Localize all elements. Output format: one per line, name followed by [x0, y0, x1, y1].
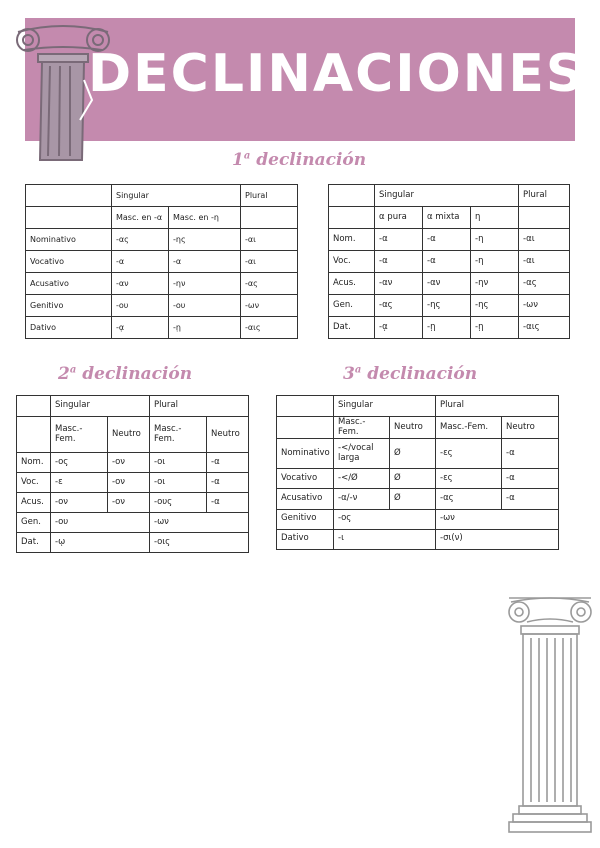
ending-cell: Ø: [390, 469, 436, 489]
ending-cell: Ø: [390, 439, 436, 469]
case-label: Dativo: [26, 317, 112, 339]
header-cell: Neutro: [390, 417, 436, 439]
header-cell: α pura: [375, 207, 423, 229]
case-label: Dativo: [277, 529, 334, 549]
ending-cell: -ας: [241, 273, 298, 295]
ending-cell: -α: [375, 229, 423, 251]
table-row: [17, 453, 249, 473]
ending-cell: -η: [471, 229, 519, 251]
ending-cell: -αις: [519, 317, 570, 339]
table-row: [26, 317, 298, 339]
table-row: [329, 295, 570, 317]
case-label: Acusativo: [277, 489, 334, 509]
ending-cell: -αι: [241, 251, 298, 273]
ending-cell: -ον: [108, 473, 150, 493]
header-cell: Singular: [112, 185, 241, 207]
ending-cell: -οις: [150, 533, 249, 553]
case-label: Nominativo: [277, 439, 334, 469]
ending-cell: -α: [502, 469, 559, 489]
ending-cell: -οι: [150, 473, 207, 493]
table-row: [26, 273, 298, 295]
table-row: [329, 317, 570, 339]
ending-cell: -ην: [169, 273, 241, 295]
table-row: [277, 489, 559, 509]
ending-cell: -ῃ: [423, 317, 471, 339]
ending-cell: -ας: [519, 273, 570, 295]
case-label: Vocativo: [26, 251, 112, 273]
table-row: [17, 473, 249, 493]
table-row: [277, 509, 559, 529]
section-title-second: 2$^a$ declinación: [58, 364, 193, 384]
ending-cell: -αι: [519, 229, 570, 251]
table-row: [26, 229, 298, 251]
case-label: Vocativo: [277, 469, 334, 489]
table-row: [17, 493, 249, 513]
case-label: Dat.: [17, 533, 51, 553]
ending-cell: -ων: [436, 509, 559, 529]
ending-cell: -ας: [436, 489, 502, 509]
ending-cell: -ην: [471, 273, 519, 295]
header-cell: Singular: [375, 185, 519, 207]
table-row: [277, 439, 559, 469]
second-declension-table: [16, 395, 249, 553]
ending-cell: -α: [112, 251, 169, 273]
ending-cell: -α/-ν: [334, 489, 390, 509]
ending-cell: -ας: [375, 295, 423, 317]
case-label: Acusativo: [26, 273, 112, 295]
ending-cell: -ε: [51, 473, 108, 493]
ending-cell: -ῳ: [51, 533, 150, 553]
ending-cell: -ων: [519, 295, 570, 317]
ending-cell: -ης: [169, 229, 241, 251]
header-cell: Plural: [519, 185, 570, 207]
table-row: [26, 295, 298, 317]
ending-cell: -ας: [112, 229, 169, 251]
header-cell: [241, 207, 298, 229]
header-cell: Plural: [150, 396, 249, 417]
ending-cell: -αν: [375, 273, 423, 295]
ending-cell: -ους: [150, 493, 207, 513]
header-cell: Plural: [436, 396, 559, 417]
header-cell: Masc.-Fem.: [334, 417, 390, 439]
header-cell: Singular: [51, 396, 150, 417]
header-cell: Masc.-Fem.: [51, 417, 108, 453]
ending-cell: -αι: [241, 229, 298, 251]
ending-cell: -α: [207, 453, 249, 473]
ending-cell: -α: [169, 251, 241, 273]
case-label: Voc.: [17, 473, 51, 493]
ending-cell: -αι: [519, 251, 570, 273]
table-row: [277, 529, 559, 549]
ending-cell: -α: [207, 473, 249, 493]
header-cell: [26, 207, 112, 229]
header-cell: α mixta: [423, 207, 471, 229]
first-declension-masc-table: [25, 184, 298, 339]
ending-cell: -ον: [108, 493, 150, 513]
ending-cell: Ø: [390, 489, 436, 509]
ending-cell: -α: [502, 439, 559, 469]
case-label: Genitivo: [277, 509, 334, 529]
case-label: Dat.: [329, 317, 375, 339]
case-label: Gen.: [17, 513, 51, 533]
ending-cell: -ου: [112, 295, 169, 317]
ending-cell: -αν: [423, 273, 471, 295]
ending-cell: -ης: [471, 295, 519, 317]
first-declension-fem-table: [328, 184, 570, 339]
ending-cell: -ος: [334, 509, 436, 529]
ending-cell: -</Ø: [334, 469, 390, 489]
ending-cell: -ᾳ: [375, 317, 423, 339]
ending-cell: -α: [423, 229, 471, 251]
header-cell: Neutro: [502, 417, 559, 439]
ending-cell: -ων: [150, 513, 249, 533]
header-cell: [277, 396, 334, 417]
ending-cell: -αις: [241, 317, 298, 339]
ending-cell: -σι(ν): [436, 529, 559, 549]
case-label: Acus.: [17, 493, 51, 513]
table-row: [329, 251, 570, 273]
ending-cell: -α: [423, 251, 471, 273]
header-cell: [519, 207, 570, 229]
header-cell: Masc. en -η: [169, 207, 241, 229]
ending-cell: -ος: [51, 453, 108, 473]
header-cell: Neutro: [108, 417, 150, 453]
ending-cell: -ου: [51, 513, 150, 533]
ending-cell: -ης: [423, 295, 471, 317]
table-row: [17, 513, 249, 533]
ending-cell: -α: [502, 489, 559, 509]
ending-cell: -ῃ: [471, 317, 519, 339]
header-cell: [277, 417, 334, 439]
ending-cell: -ου: [169, 295, 241, 317]
case-label: Gen.: [329, 295, 375, 317]
case-label: Nom.: [329, 229, 375, 251]
third-declension-table: [276, 395, 559, 550]
case-label: Acus.: [329, 273, 375, 295]
main-title: DECLINACIONES: [88, 44, 586, 104]
header-cell: Plural: [241, 185, 298, 207]
header-cell: Neutro: [207, 417, 249, 453]
header-cell: η: [471, 207, 519, 229]
ending-cell: -ᾳ: [112, 317, 169, 339]
header-cell: [26, 185, 112, 207]
ending-cell: -ον: [51, 493, 108, 513]
header-cell: Singular: [334, 396, 436, 417]
header-cell: [17, 417, 51, 453]
ending-cell: -</vocal larga: [334, 439, 390, 469]
ending-cell: -ων: [241, 295, 298, 317]
section-title-third: 3$^a$ declinación: [343, 364, 478, 384]
ending-cell: -ι: [334, 529, 436, 549]
ending-cell: -αν: [112, 273, 169, 295]
table-row: [17, 533, 249, 553]
ending-cell: -ῃ: [169, 317, 241, 339]
ending-cell: -ες: [436, 439, 502, 469]
header-cell: Masc. en -α: [112, 207, 169, 229]
table-row: [277, 469, 559, 489]
table-row: [329, 273, 570, 295]
ending-cell: -α: [375, 251, 423, 273]
header-cell: Masc.- Fem.: [150, 417, 207, 453]
ending-cell: -ον: [108, 453, 150, 473]
table-row: [329, 229, 570, 251]
ionic-column-icon: [505, 588, 595, 838]
section-title-first: 1$^a$ declinación: [232, 150, 367, 170]
case-label: Genitivo: [26, 295, 112, 317]
header-cell: Masc.-Fem.: [436, 417, 502, 439]
ending-cell: -α: [207, 493, 249, 513]
case-label: Voc.: [329, 251, 375, 273]
case-label: Nom.: [17, 453, 51, 473]
ending-cell: -ες: [436, 469, 502, 489]
ending-cell: -η: [471, 251, 519, 273]
header-cell: [329, 207, 375, 229]
case-label: Nominativo: [26, 229, 112, 251]
ending-cell: -οι: [150, 453, 207, 473]
table-row: [26, 251, 298, 273]
header-cell: [17, 396, 51, 417]
header-cell: [329, 185, 375, 207]
